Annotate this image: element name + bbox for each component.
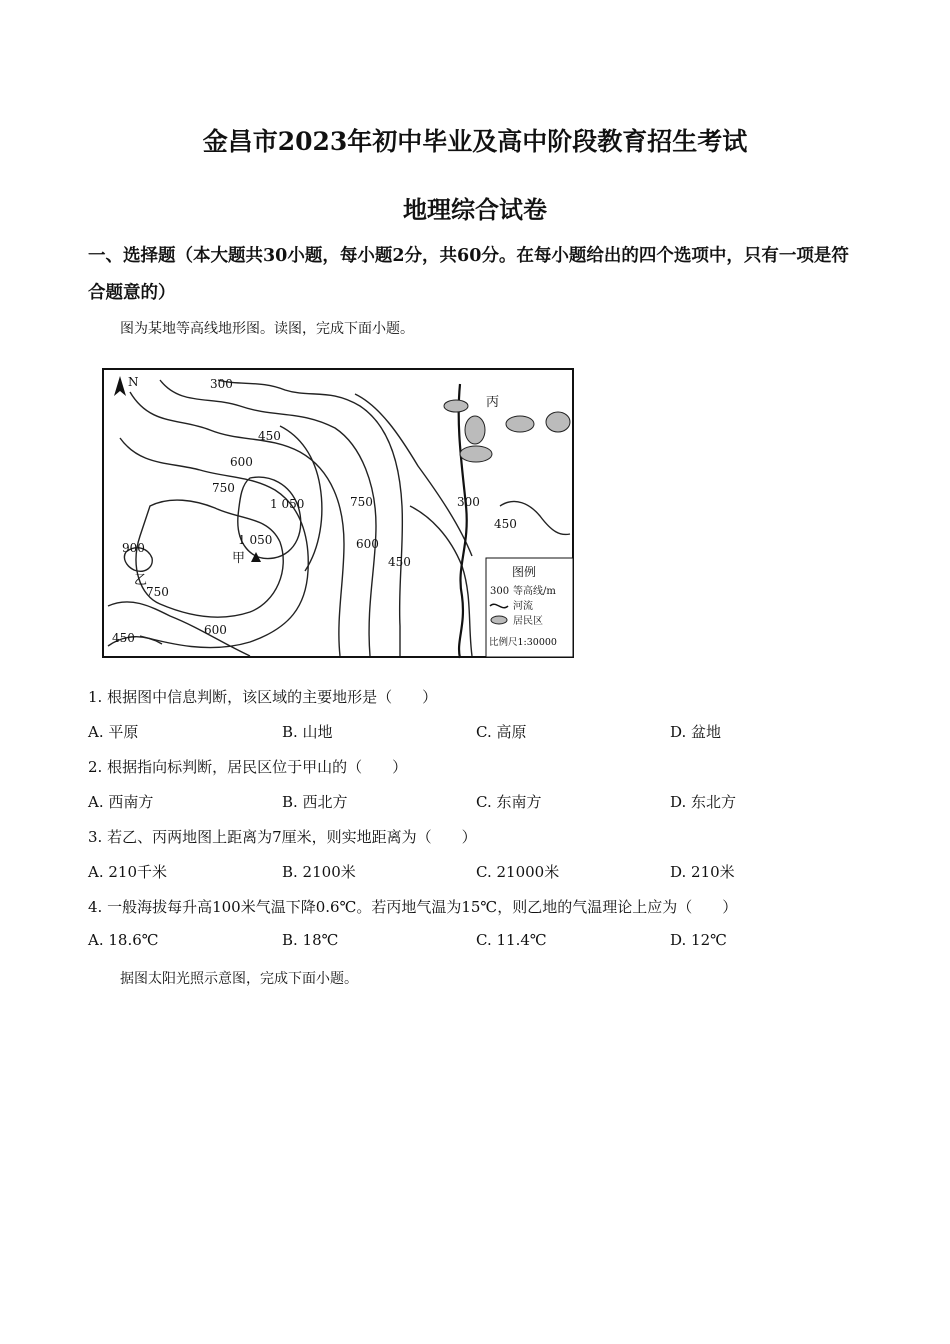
q2-option-d: D. 东北方 bbox=[670, 793, 737, 811]
place-yi: 乙 bbox=[134, 573, 148, 588]
svg-text:450: 450 bbox=[258, 429, 281, 443]
svg-text:300: 300 bbox=[457, 495, 480, 509]
svg-text:750: 750 bbox=[146, 585, 169, 599]
svg-text:600: 600 bbox=[204, 623, 227, 637]
place-bing: 丙 bbox=[486, 395, 500, 410]
question-2-stem: 2. 根据指向标判断，居民区位于甲山的（ ） bbox=[88, 758, 408, 776]
svg-text:450: 450 bbox=[494, 517, 517, 531]
q1-option-a: A. 平原 bbox=[88, 723, 139, 741]
q4-option-a: A. 18.6℃ bbox=[88, 931, 159, 949]
q3-option-c: C. 21000米 bbox=[476, 863, 560, 881]
q3-option-a: A. 210千米 bbox=[88, 863, 167, 881]
question-1-stem: 1. 根据图中信息判断，该区域的主要地形是（ ） bbox=[88, 688, 438, 706]
north-label: N bbox=[128, 375, 139, 389]
question-4-stem: 4. 一般海拔每升高100米气温下降0.6℃。若丙地气温为15℃，则乙地的气温理论上应为（ ） bbox=[88, 898, 738, 916]
svg-text:600: 600 bbox=[356, 537, 379, 551]
svg-text:居民区: 居民区 bbox=[513, 616, 543, 627]
q1-option-b: B. 山地 bbox=[282, 723, 333, 741]
q1-option-c: C. 高原 bbox=[476, 723, 527, 741]
contour-map bbox=[100, 366, 576, 660]
place-jia: 甲 bbox=[232, 551, 246, 566]
map-legend bbox=[486, 558, 573, 657]
svg-text:450: 450 bbox=[112, 631, 135, 645]
q2-option-b: B. 西北方 bbox=[282, 793, 348, 811]
svg-text:图例: 图例 bbox=[512, 565, 537, 579]
svg-text:450: 450 bbox=[388, 555, 411, 569]
svg-text:750: 750 bbox=[212, 481, 235, 495]
exam-title: 金昌市2023年初中毕业及高中阶段教育招生考试 bbox=[202, 127, 748, 156]
q4-option-c: C. 11.4℃ bbox=[476, 931, 547, 949]
svg-text:300: 300 bbox=[490, 586, 510, 597]
q4-option-d: D. 12℃ bbox=[670, 931, 727, 949]
section-heading: 一、选择题（本大题共30小题，每小题2分，共60分。在每小题给出的四个选项中，只有一项是符合题意的） bbox=[88, 246, 849, 303]
q4-option-b: B. 18℃ bbox=[282, 931, 339, 949]
q2-option-a: A. 西南方 bbox=[88, 793, 154, 811]
svg-text:等高线/m: 等高线/m bbox=[513, 586, 556, 597]
svg-text:750: 750 bbox=[350, 495, 373, 509]
q2-option-c: C. 东南方 bbox=[476, 793, 542, 811]
q3-option-b: B. 2100米 bbox=[282, 863, 356, 881]
intro-text-1: 图为某地等高线地形图。读图，完成下面小题。 bbox=[120, 321, 414, 337]
question-3-stem: 3. 若乙、丙两地图上距离为7厘米，则实地距离为（ ） bbox=[88, 828, 477, 846]
svg-text:1 050: 1 050 bbox=[238, 533, 273, 547]
svg-text:1 050: 1 050 bbox=[270, 497, 305, 511]
q3-option-d: D. 210米 bbox=[670, 863, 735, 881]
svg-text:600: 600 bbox=[230, 455, 253, 469]
svg-text:300: 300 bbox=[210, 377, 233, 391]
exam-subtitle: 地理综合试卷 bbox=[403, 195, 547, 224]
svg-text:河流: 河流 bbox=[513, 601, 533, 612]
q1-option-d: D. 盆地 bbox=[670, 723, 722, 741]
svg-text:比例尺1:30000: 比例尺1:30000 bbox=[489, 637, 557, 648]
intro-text-2: 据图太阳光照示意图，完成下面小题。 bbox=[120, 971, 358, 987]
svg-text:900: 900 bbox=[122, 541, 145, 555]
